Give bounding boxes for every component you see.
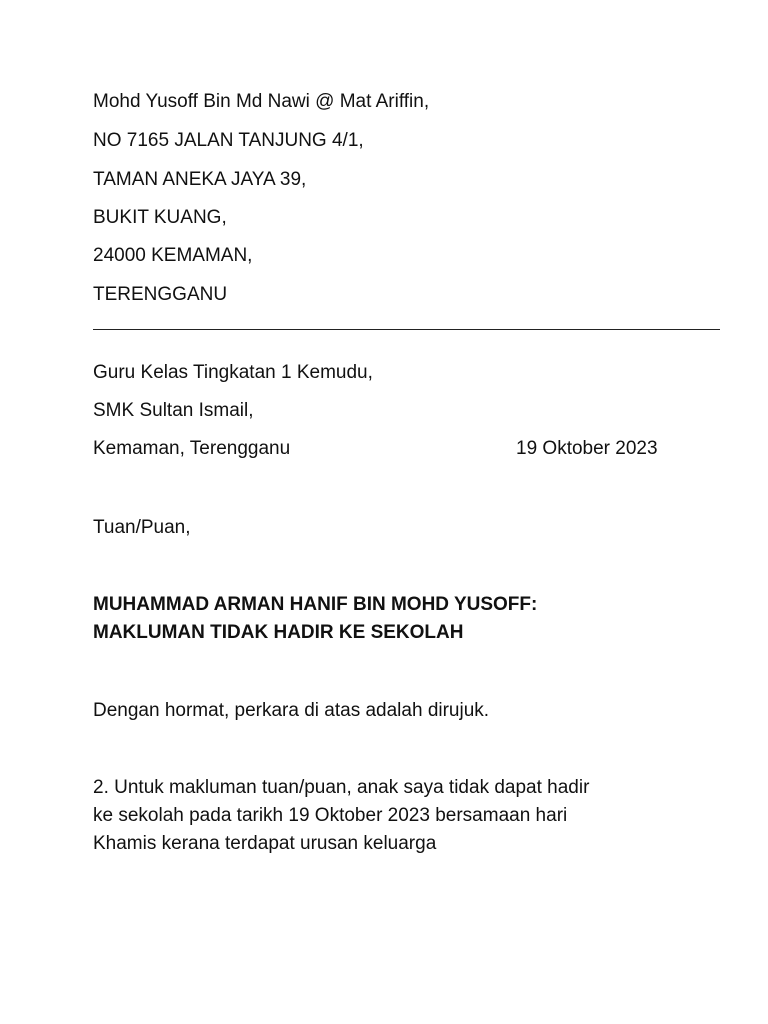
sender-address-line-2: TAMAN ANEKA JAYA 39,: [93, 169, 307, 190]
sender-name: Mohd Yusoff Bin Md Nawi @ Mat Ariffin,: [93, 91, 430, 112]
sender-address-line-3: BUKIT KUANG,: [93, 207, 227, 228]
body-paragraph-2-line-2: ke sekolah pada tarikh 19 Oktober 2023 bersamaan hari: [93, 805, 568, 826]
recipient-line-1: Guru Kelas Tingkatan 1 Kemudu,: [93, 362, 373, 383]
body-paragraph-2-line-1: 2. Untuk makluman tuan/puan, anak saya tidak dapat hadir: [93, 777, 590, 798]
subject-line-1: MUHAMMAD ARMAN HANIF BIN MOHD YUSOFF:: [93, 594, 538, 615]
body-opening: Dengan hormat, perkara di atas adalah dirujuk.: [93, 700, 490, 721]
recipient-line-2: SMK Sultan Ismail,: [93, 400, 254, 421]
letter-date: 19 Oktober 2023: [516, 438, 658, 459]
sender-address-line-4: 24000 KEMAMAN,: [93, 245, 253, 266]
recipient-line-3: Kemaman, Terengganu: [93, 438, 291, 459]
sender-address-line-5: TERENGGANU: [93, 284, 228, 305]
header-divider: [93, 329, 720, 330]
body-paragraph-2-line-3: Khamis kerana terdapat urusan keluarga: [93, 833, 437, 854]
subject-line-2: MAKLUMAN TIDAK HADIR KE SEKOLAH: [93, 622, 464, 643]
sender-address-line-1: NO 7165 JALAN TANJUNG 4/1,: [93, 130, 364, 151]
salutation: Tuan/Puan,: [93, 517, 191, 538]
